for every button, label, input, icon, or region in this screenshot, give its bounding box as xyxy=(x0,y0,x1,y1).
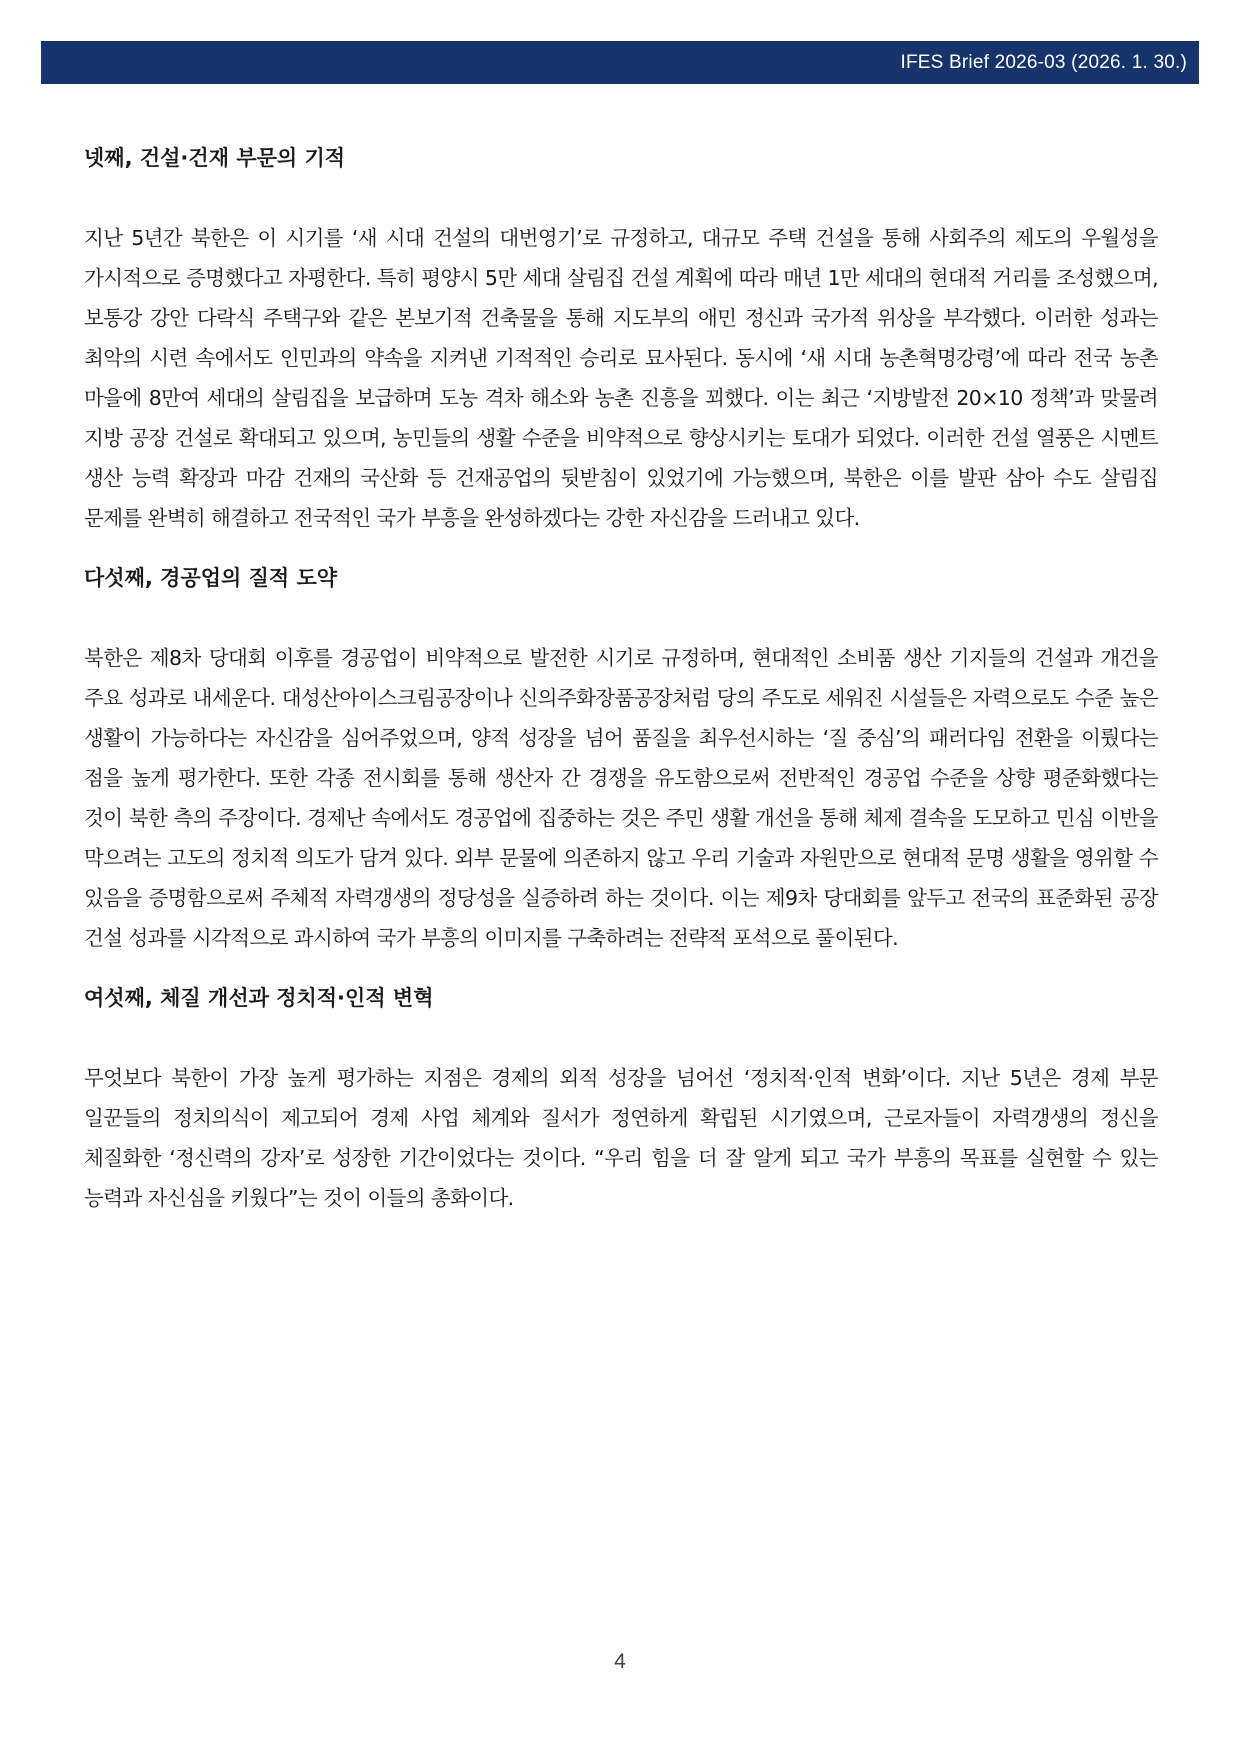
header-label: IFES Brief 2026-03 (2026. 1. 30.) xyxy=(900,52,1187,73)
section-title: 다섯째, 경공업의 질적 도약 xyxy=(84,566,338,590)
section-title: 넷째, 건설·건재 부문의 기적 xyxy=(84,146,346,170)
header-bar xyxy=(41,41,1199,84)
section-paragraph: 지난 5년간 북한은 이 시기를 ‘새 시대 건설의 대번영기’로 규정하고, 대규모 주택 건설을 통해 사회주의 제도의 우월성을 가시적으로 증명했다고 자평한다. 특히 평양시 5만 세대 살림집 건설 계획에 따라 매년 1만 세대의 현대적 거리를 조성했으며, 보통강 강안 다락식 주택구와 같은 본보기적 건축물을 통해 지도부의 애민 정신과 국가적 위상을 부각했다. 이러한 성과는 최악의 시련 속에서도 인민과의 약속을 지켜낸 기적적인 승리로 묘사된다. 동시에 ‘새 시대 농촌혁명강령’에 따라 전국 농촌 마을에 8만여 세대의 살림집을 보급하며 도농 격차 해소와 농촌 진흥을 꾀했다. 이는 최근 ‘지방발전 20×10 정책’과 맞물려 지방 공장 건설로 확대되고 있으며, 농민들의 생활 수준을 비약적으로 향상시키는 토대가 되었다. 이러한 건설 열풍은 시멘트 생산 능력 확장과 마감 건재의 국산화 등 건재공업의 뒷받침이 있었기에 가능했으며, 북한은 이를 발판 삼아 수도 살림집 문제를 완벽히 해결하고 전국적인 국가 부흥을 완성하겠다는 강한 자신감을 드러내고 있다. xyxy=(84,226,1158,530)
section-paragraph: 북한은 제8차 당대회 이후를 경공업이 비약적으로 발전한 시기로 규정하며, 현대적인 소비품 생산 기지들의 건설과 개건을 주요 성과로 내세운다. 대성산아이스크림공장이나 신의주화장품공장처럼 당의 주도로 세워진 시설들은 자력으로도 수준 높은 생활이 가능하다는 자신감을 심어주었으며, 양적 성장을 넘어 품질을 최우선시하는 ‘질 중심’의 패러다임 전환을 이뤘다는 점을 높게 평가한다. 또한 각종 전시회를 통해 생산자 간 경쟁을 유도함으로써 전반적인 경공업 수준을 상향 평준화했다는 것이 북한 측의 주장이다. 경제난 속에서도 경공업에 집중하는 것은 주민 생활 개선을 통해 체제 결속을 도모하고 민심 이반을 막으려는 고도의 정치적 의도가 담겨 있다. 외부 문물에 의존하지 않고 우리 기술과 자원만으로 현대적 문명 생활을 영위할 수 있음을 증명함으로써 주체적 자력갱생의 정당성을 실증하려 하는 것이다. 이는 제9차 당대회를 앞두고 전국의 표준화된 공장 건설 성과를 시각적으로 과시하여 국가 부흥의 이미지를 구축하려는 전략적 포석으로 풀이된다. xyxy=(84,646,1158,950)
document-body xyxy=(84,138,1158,1218)
page-number: 4 xyxy=(614,1650,626,1673)
section-title: 여섯째, 체질 개선과 정치적·인적 변혁 xyxy=(84,986,434,1010)
section-paragraph: 무엇보다 북한이 가장 높게 평가하는 지점은 경제의 외적 성장을 넘어선 ‘정치적·인적 변화’이다. 지난 5년은 경제 부문 일꾼들의 정치의식이 제고되어 경제 사업 체계와 질서가 정연하게 확립된 시기였으며, 근로자들이 자력갱생의 정신을 체질화한 ‘정신력의 강자’로 성장한 기간이었다는 것이다. “우리 힘을 더 잘 알게 되고 국가 부흥의 목표를 실현할 수 있는 능력과 자신심을 키웠다”는 것이 이들의 총화이다. xyxy=(84,1066,1158,1210)
